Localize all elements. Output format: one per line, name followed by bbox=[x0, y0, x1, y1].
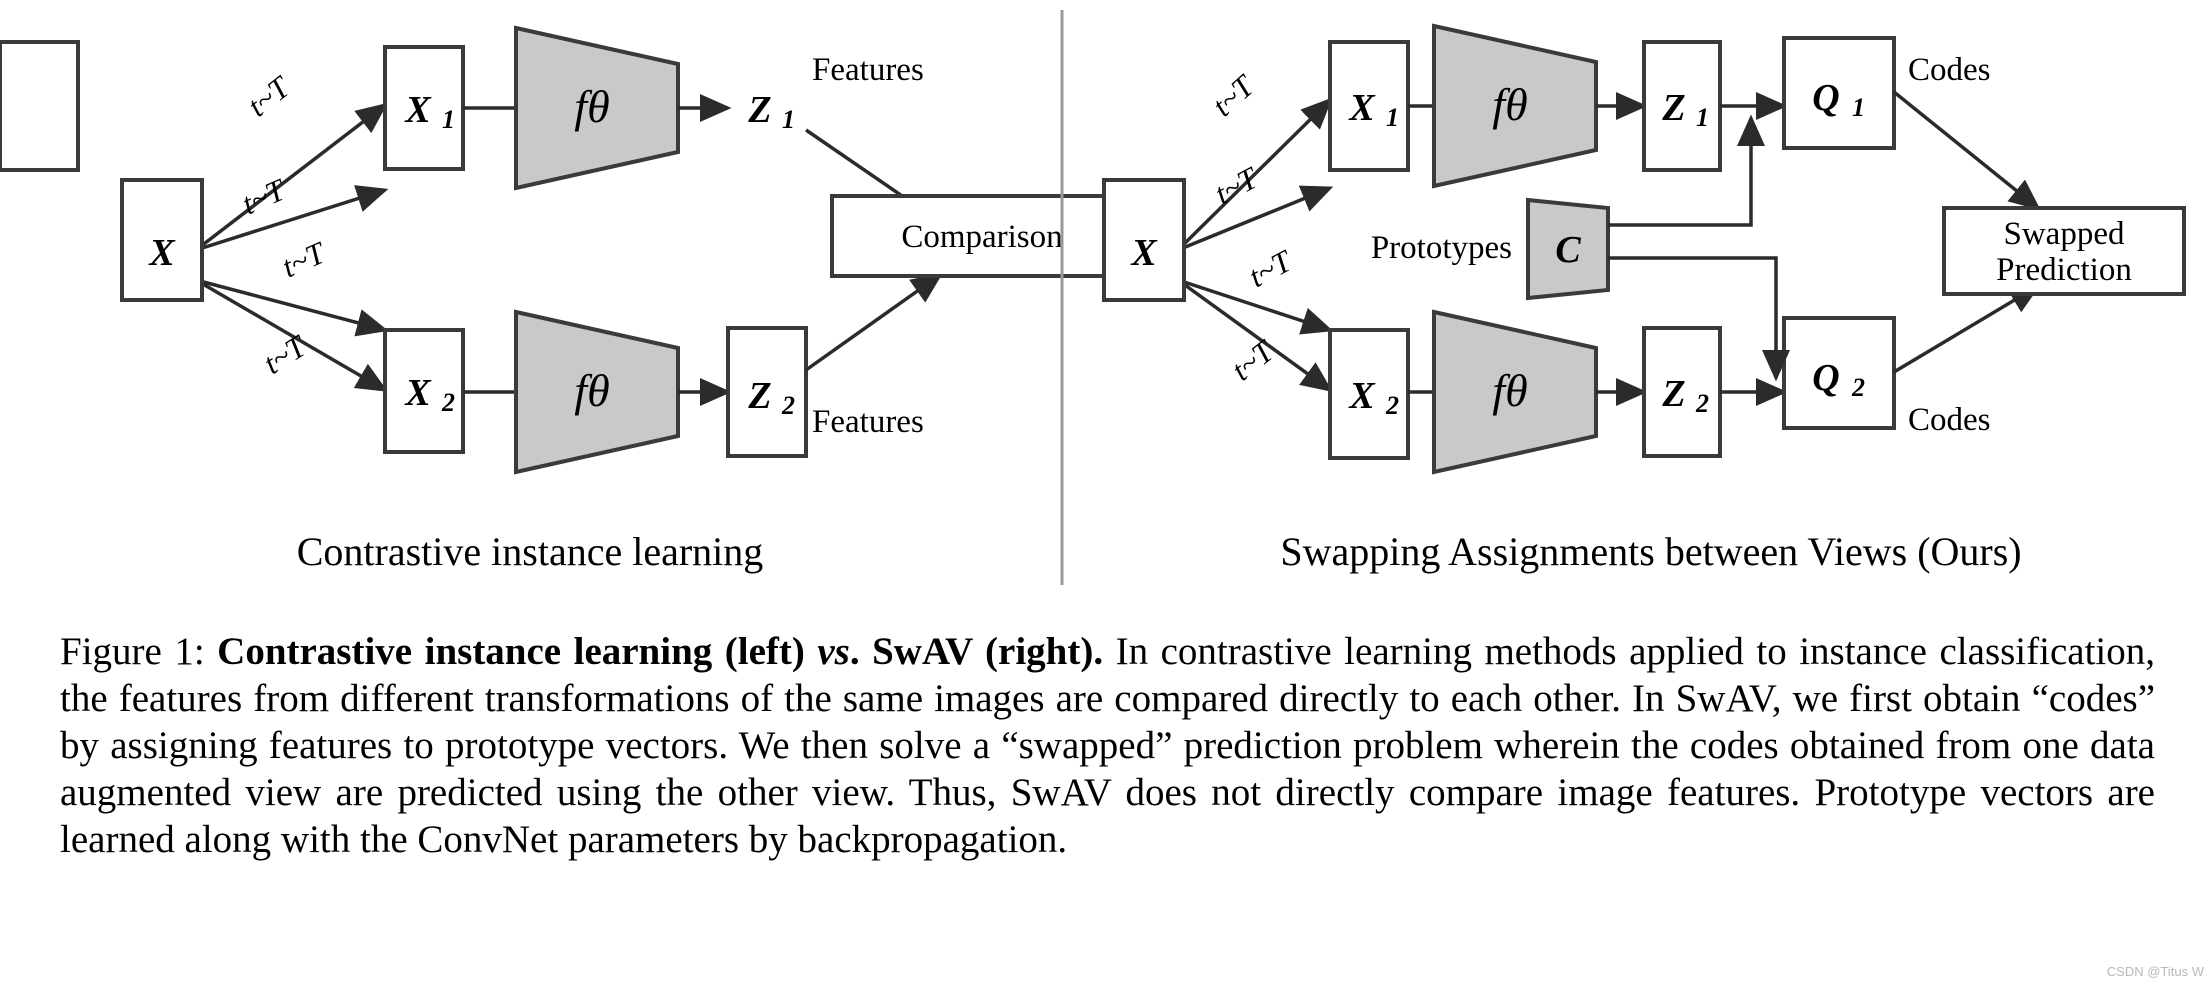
r-edge-label-t1: t~T bbox=[1205, 68, 1261, 124]
figure-caption-label: Figure 1: bbox=[60, 630, 205, 673]
node-x-label: X bbox=[149, 232, 175, 274]
node-r-x1-sub: 1 bbox=[1386, 103, 1399, 132]
left-panel-group bbox=[0, 28, 1132, 472]
edge-x-to-x2-b bbox=[196, 280, 385, 330]
edge-r-x-to-x1-b bbox=[1178, 188, 1330, 250]
codes-bottom-label: Codes bbox=[1908, 402, 1991, 438]
node-z2-label: Z bbox=[748, 375, 772, 417]
node-z1-sub: 1 bbox=[782, 105, 795, 134]
node-r-q2-sub: 2 bbox=[1852, 373, 1865, 402]
figure-caption-title2: . SwAV (right). bbox=[849, 630, 1104, 673]
r-edge-label-t4: t~T bbox=[1224, 333, 1280, 388]
r-edge-label-t2: t~T bbox=[1208, 160, 1263, 212]
edge-q2-swapped bbox=[1894, 286, 2038, 372]
r-edge-label-t3: t~T bbox=[1242, 243, 1297, 295]
right-panel-group bbox=[1104, 26, 2184, 472]
swapped-prediction-line1: Swapped bbox=[2003, 216, 2125, 252]
node-r-q2-label: Q bbox=[1812, 357, 1840, 399]
edge-r-x-to-x2-b bbox=[1178, 280, 1330, 330]
figure-caption-title: Contrastive instance learning (left) bbox=[217, 630, 818, 673]
node-x1-label: X bbox=[405, 89, 431, 131]
codes-top-label: Codes bbox=[1908, 52, 1991, 88]
node-r-z2-label: Z bbox=[1662, 373, 1686, 415]
node-x2-sub: 2 bbox=[442, 388, 455, 417]
swapped-prediction-line2: Prediction bbox=[1996, 252, 2132, 288]
edge-q1-swapped bbox=[1894, 92, 2038, 208]
edge-x-to-x1-b bbox=[196, 190, 385, 250]
r-encoder-2-label: fθ bbox=[1492, 365, 1528, 416]
encoder-1-label: fθ bbox=[574, 81, 610, 132]
panel-caption-right: Swapping Assignments between Views (Ours) bbox=[1280, 529, 2022, 574]
node-r-x2-label: X bbox=[1349, 375, 1375, 417]
edge-label-t4: t~T bbox=[257, 328, 312, 381]
node-x1-sub: 1 bbox=[442, 105, 455, 134]
edge-label-t1: t~T bbox=[240, 69, 296, 124]
features-top-label: Features bbox=[812, 52, 924, 88]
r-encoder-1-label: fθ bbox=[1492, 79, 1528, 130]
watermark: CSDN @Titus W bbox=[2106, 964, 2204, 979]
figure-caption bbox=[60, 628, 2155, 863]
node-z2-sub: 2 bbox=[782, 391, 795, 420]
figure-caption-body: In contrastive learning methods applied to instance classification, the features from different transformations of the same images are compared directly to each other. In SwAV, we first obtain “codes” by assigning features to prototype vectors. We then solve a “swapped” prediction problem wherein the codes obtained from one data augmented view are predicted using the other view. Thus, SwAV does not directly compare image features. Prototype vectors are learned along with the ConvNet parameters by backpropagation. bbox=[60, 630, 2155, 861]
node-r-q1-sub: 1 bbox=[1852, 93, 1865, 122]
edge-label-t3: t~T bbox=[276, 235, 330, 285]
node-r-q1-label: Q bbox=[1812, 77, 1840, 119]
node-r-z2-sub: 2 bbox=[1696, 389, 1709, 418]
node-prototypes-label: C bbox=[1555, 229, 1581, 271]
figure-caption-vs: vs bbox=[817, 630, 850, 673]
node-r-z1-sub: 1 bbox=[1696, 103, 1709, 132]
node-r-x-label: X bbox=[1131, 232, 1157, 274]
node-x2-label: X bbox=[405, 372, 431, 414]
node-r-x2-sub: 2 bbox=[1386, 391, 1399, 420]
edge-label-t2: t~T bbox=[236, 172, 290, 222]
node-r-z1-label: Z bbox=[1662, 87, 1686, 129]
node-z1 bbox=[0, 42, 78, 170]
prototypes-caption: Prototypes bbox=[1370, 230, 1512, 266]
edge-x-to-x1 bbox=[196, 105, 385, 250]
node-r-x1-label: X bbox=[1349, 87, 1375, 129]
encoder-2-label: fθ bbox=[574, 365, 610, 416]
node-comparison-label: Comparison bbox=[901, 219, 1063, 255]
node-z1-label: Z bbox=[748, 89, 772, 131]
features-bottom-label: Features bbox=[812, 404, 924, 440]
panel-caption-left: Contrastive instance learning bbox=[296, 529, 764, 574]
edge-z2-comparison bbox=[806, 275, 940, 370]
